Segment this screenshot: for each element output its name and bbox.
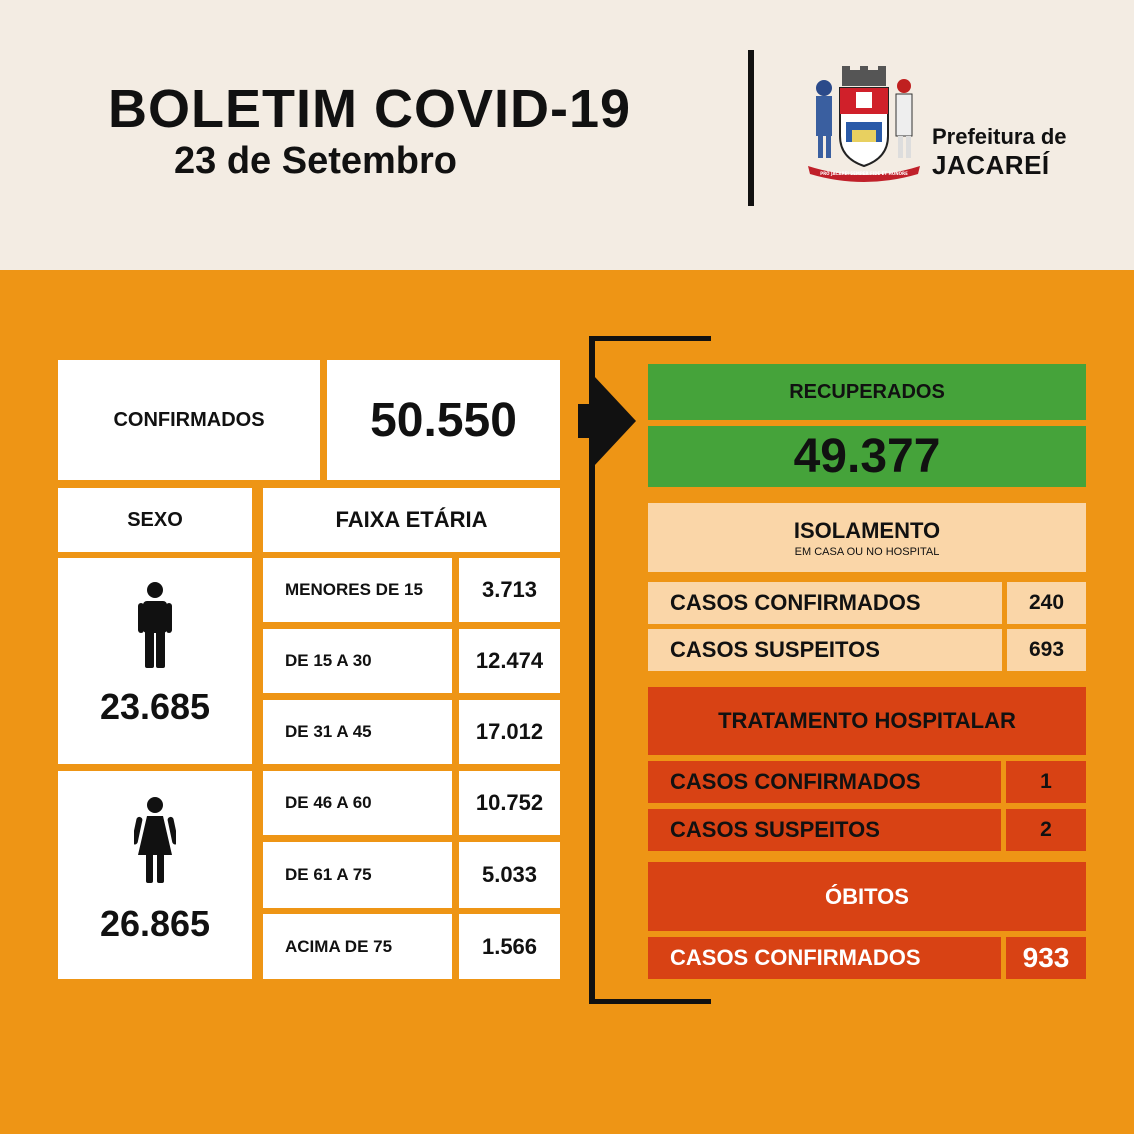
obitos-confirmados-value: 933 bbox=[1006, 937, 1086, 979]
hospitalar-label: TRATAMENTO HOSPITALAR bbox=[648, 687, 1086, 755]
confirmados-label: CONFIRMADOS bbox=[58, 360, 320, 480]
header-divider bbox=[748, 50, 754, 206]
org-name-line2: JACAREÍ bbox=[932, 150, 1050, 180]
female-count: 26.865 bbox=[99, 903, 211, 944]
isolamento-suspeitos-label: CASOS SUSPEITOS bbox=[648, 629, 1002, 671]
age-row-label: ACIMA DE 75 bbox=[263, 914, 452, 979]
isolamento-header bbox=[648, 503, 1086, 572]
page-date: 23 de Setembro bbox=[174, 140, 457, 182]
age-row-label: DE 15 A 30 bbox=[263, 629, 452, 693]
male-icon bbox=[135, 582, 175, 668]
male-box bbox=[58, 558, 252, 764]
obitos-confirmados-label: CASOS CONFIRMADOS bbox=[648, 937, 1001, 979]
hospitalar-suspeitos-value: 2 bbox=[1006, 809, 1086, 851]
faixa-etaria-header: FAIXA ETÁRIA bbox=[263, 488, 560, 552]
recuperados-label: RECUPERADOS bbox=[648, 364, 1086, 420]
age-row-label: DE 31 A 45 bbox=[263, 700, 452, 764]
male-count: 23.685 bbox=[99, 686, 211, 727]
age-row-value: 12.474 bbox=[459, 629, 560, 693]
female-icon bbox=[134, 797, 176, 883]
age-row-label: DE 46 A 60 bbox=[263, 771, 452, 835]
age-row-value: 3.713 bbox=[459, 558, 560, 622]
isolamento-suspeitos-value: 693 bbox=[1007, 629, 1086, 671]
bracket-top bbox=[589, 336, 711, 341]
org-name-line1: Prefeitura de bbox=[932, 124, 1067, 149]
arrow-right-icon bbox=[578, 376, 638, 466]
age-row-value: 10.752 bbox=[459, 771, 560, 835]
age-row-value: 1.566 bbox=[459, 914, 560, 979]
sexo-header: SEXO bbox=[58, 488, 252, 552]
female-box bbox=[58, 771, 252, 979]
hospitalar-confirmados-value: 1 bbox=[1006, 761, 1086, 803]
age-row-label: MENORES DE 15 bbox=[263, 558, 452, 622]
obitos-label: ÓBITOS bbox=[648, 862, 1086, 931]
bracket-bottom bbox=[589, 999, 711, 1004]
confirmados-value: 50.550 bbox=[327, 360, 560, 480]
age-row-value: 17.012 bbox=[459, 700, 560, 764]
age-row-value: 5.033 bbox=[459, 842, 560, 908]
hospitalar-confirmados-label: CASOS CONFIRMADOS bbox=[648, 761, 1001, 803]
recuperados-value: 49.377 bbox=[648, 426, 1086, 487]
coat-of-arms-motto: PRO JACAREI SEMPER FIDE ET HONORE bbox=[820, 171, 908, 176]
coat-of-arms-icon bbox=[800, 66, 928, 182]
isolamento-confirmados-value: 240 bbox=[1007, 582, 1086, 624]
isolamento-sub: EM CASA OU NO HOSPITAL bbox=[794, 545, 940, 558]
isolamento-label: ISOLAMENTO bbox=[793, 517, 941, 543]
isolamento-confirmados-label: CASOS CONFIRMADOS bbox=[648, 582, 1002, 624]
age-row-label: DE 61 A 75 bbox=[263, 842, 452, 908]
page-title: BOLETIM COVID-19 bbox=[108, 79, 632, 139]
hospitalar-suspeitos-label: CASOS SUSPEITOS bbox=[648, 809, 1001, 851]
